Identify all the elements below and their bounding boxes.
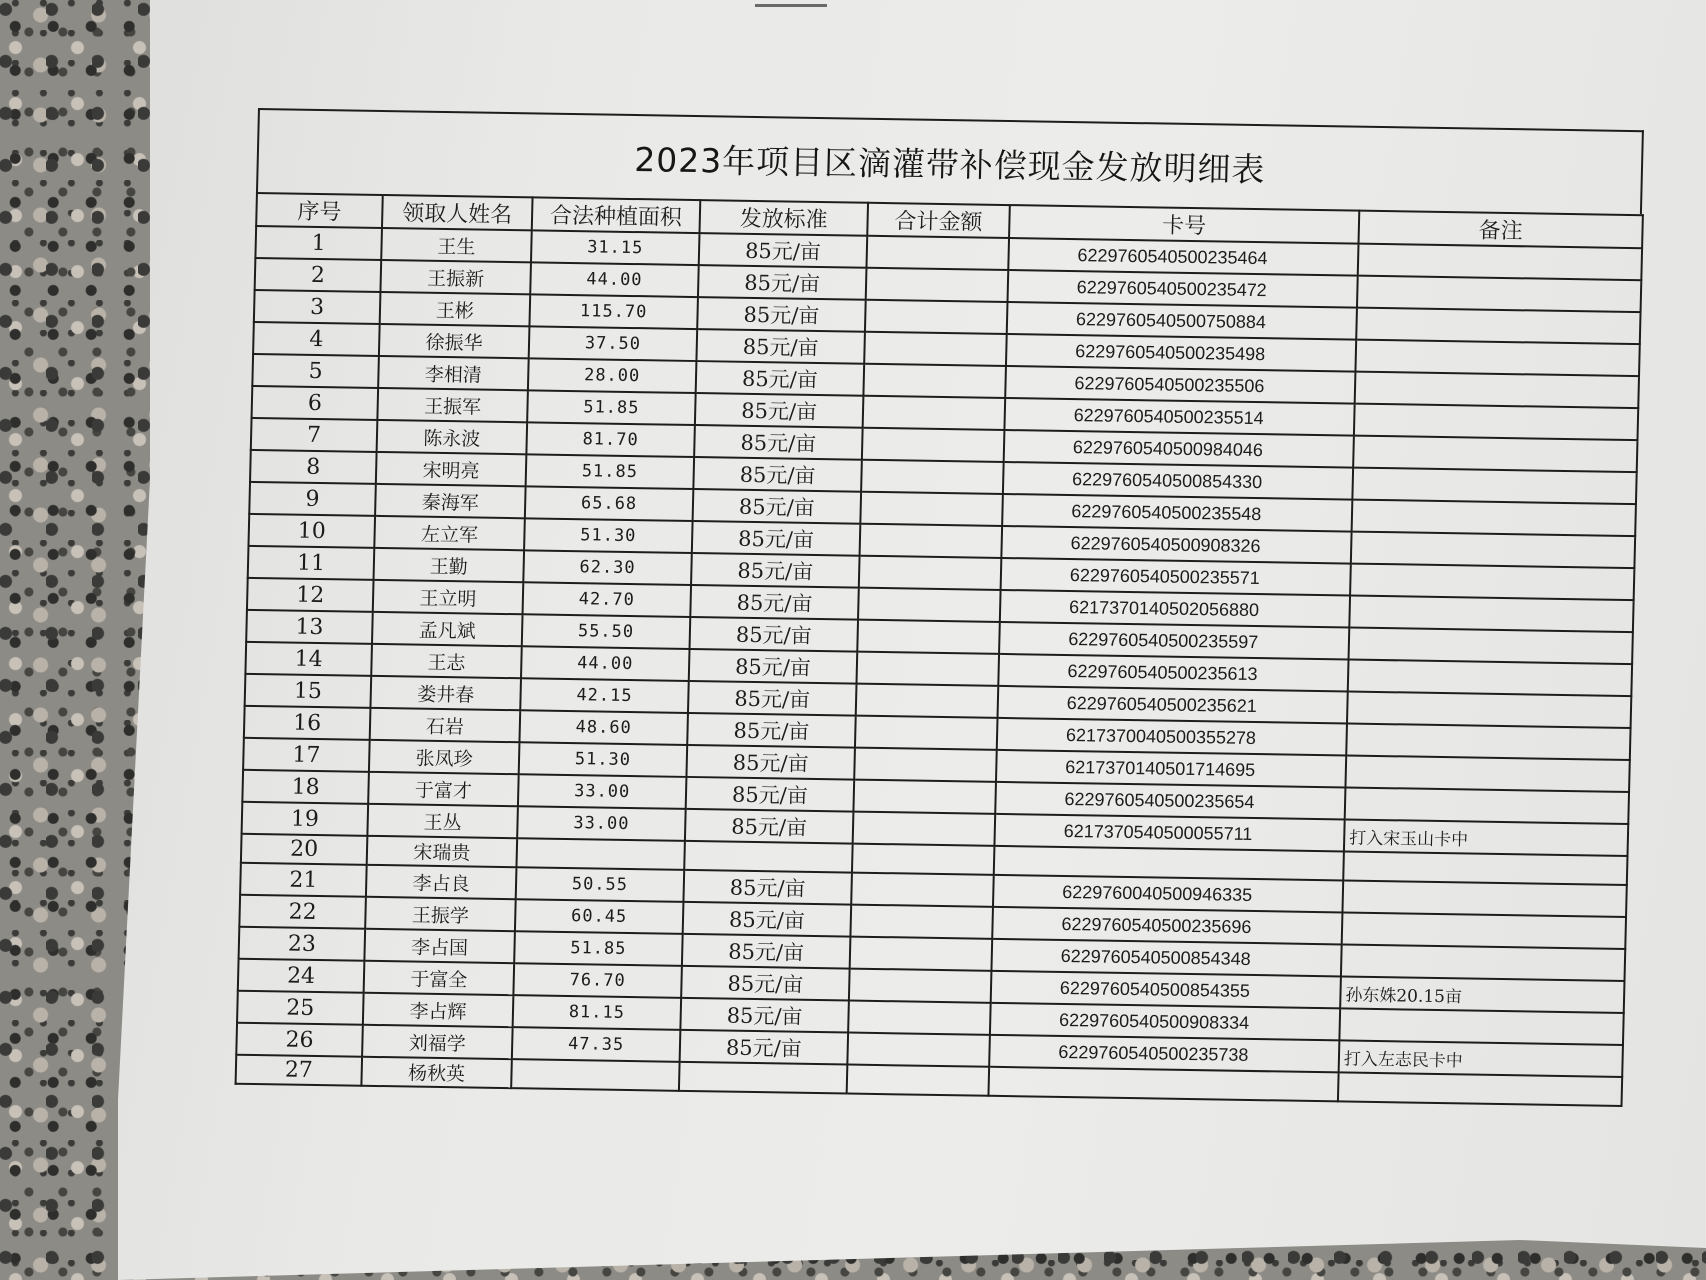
standard-cell: 85元/亩 <box>696 361 865 396</box>
standard-cell: 85元/亩 <box>691 553 860 588</box>
area-cell: 44.00 <box>530 262 699 297</box>
standard-cell: 85元/亩 <box>698 265 867 300</box>
standard-cell: 85元/亩 <box>681 966 850 1001</box>
total-cell <box>866 268 1009 302</box>
column-header-seq: 序号 <box>256 193 383 228</box>
area-cell: 81.15 <box>513 995 682 1030</box>
area-cell: 76.70 <box>513 963 682 998</box>
column-header-standard: 发放标准 <box>700 200 869 236</box>
total-cell <box>847 1033 990 1067</box>
standard-cell: 85元/亩 <box>682 934 851 969</box>
standard-cell: 85元/亩 <box>689 649 858 684</box>
seq-cell: 20 <box>241 834 368 865</box>
card-number-cell: 6229760540500750884 <box>1007 302 1357 340</box>
note-cell <box>1352 468 1636 505</box>
name-cell: 娄井春 <box>370 676 521 710</box>
table-body <box>236 226 1643 1106</box>
note-cell: 打入左志民卡中 <box>1339 1040 1623 1077</box>
total-cell <box>848 1001 991 1035</box>
area-cell: 50.55 <box>516 867 685 902</box>
note-cell <box>1347 692 1631 729</box>
total-cell <box>863 364 1006 398</box>
name-cell: 刘福学 <box>362 1025 513 1059</box>
name-cell: 徐振华 <box>379 324 530 358</box>
standard-cell: 85元/亩 <box>696 329 865 364</box>
card-number-cell: 6217370540500055711 <box>994 814 1344 852</box>
standard-cell <box>679 1062 847 1094</box>
name-cell: 王振军 <box>377 388 528 422</box>
name-cell: 王丛 <box>367 804 518 838</box>
seq-cell: 21 <box>240 863 367 897</box>
total-cell <box>864 332 1007 366</box>
area-cell: 44.00 <box>521 646 690 681</box>
total-cell <box>866 236 1009 270</box>
note-cell <box>1346 724 1630 761</box>
standard-cell: 85元/亩 <box>690 617 859 652</box>
note-cell <box>1355 340 1639 377</box>
seq-cell: 15 <box>245 674 372 708</box>
card-number-cell: 6229760540500235472 <box>1007 270 1357 308</box>
standard-cell: 85元/亩 <box>686 777 855 812</box>
seq-cell: 14 <box>245 642 372 676</box>
area-cell <box>511 1059 679 1091</box>
seq-cell: 1 <box>255 226 382 260</box>
standard-cell: 85元/亩 <box>688 681 857 716</box>
area-cell: 60.45 <box>515 899 684 934</box>
name-cell: 于富才 <box>368 772 519 806</box>
card-number-cell: 6229760540500235597 <box>999 622 1349 660</box>
note-cell <box>1342 912 1626 949</box>
note-cell <box>1358 244 1642 281</box>
seq-cell: 26 <box>236 1023 363 1057</box>
note-cell <box>1345 755 1629 792</box>
name-cell: 杨秋英 <box>361 1057 511 1088</box>
seq-cell: 7 <box>251 418 378 452</box>
total-cell <box>861 460 1004 494</box>
card-number-cell: 6229760540500984046 <box>1004 430 1354 468</box>
note-cell <box>1355 372 1639 409</box>
card-number-cell: 6229760540500235571 <box>1001 558 1351 596</box>
name-cell: 李占辉 <box>363 993 514 1027</box>
seq-cell: 11 <box>248 546 375 580</box>
standard-cell: 85元/亩 <box>692 521 861 556</box>
name-cell: 孟凡斌 <box>372 612 523 646</box>
name-cell: 李占良 <box>366 865 517 899</box>
note-cell <box>1353 436 1637 473</box>
total-cell <box>853 780 996 814</box>
total-cell <box>865 300 1008 334</box>
card-number-cell <box>988 1067 1338 1102</box>
area-cell: 62.30 <box>523 550 692 585</box>
note-cell <box>1357 276 1641 313</box>
name-cell: 李占国 <box>364 929 515 963</box>
column-header-area: 合法种植面积 <box>532 197 701 233</box>
total-cell <box>860 492 1003 526</box>
seq-cell: 18 <box>242 770 369 804</box>
document-title: 2023年项目区滴灌带补偿现金发放明细表 <box>633 139 1266 189</box>
total-cell <box>860 524 1003 558</box>
area-cell: 33.00 <box>517 806 686 841</box>
seq-cell: 12 <box>247 578 374 612</box>
area-cell: 42.70 <box>523 582 692 617</box>
seq-cell: 5 <box>252 354 379 388</box>
name-cell: 宋瑞贵 <box>367 836 517 867</box>
area-cell: 48.60 <box>519 710 688 745</box>
seq-cell: 22 <box>239 895 366 929</box>
name-cell: 石岩 <box>370 708 521 742</box>
standard-cell <box>684 841 852 873</box>
standard-cell: 85元/亩 <box>694 425 863 460</box>
name-cell: 王勤 <box>374 548 525 582</box>
column-header-note: 备注 <box>1359 211 1643 249</box>
area-cell: 65.68 <box>525 486 694 521</box>
area-cell: 51.30 <box>524 518 693 553</box>
note-cell <box>1341 944 1625 981</box>
name-cell: 李相清 <box>378 356 529 390</box>
total-cell <box>854 748 997 782</box>
seq-cell: 6 <box>252 386 379 420</box>
note-cell: 打入宋玉山卡中 <box>1344 819 1628 856</box>
seq-cell: 8 <box>250 450 377 484</box>
area-cell: 81.70 <box>526 422 695 457</box>
card-number-cell: 6229760540500854348 <box>991 939 1341 977</box>
card-number-cell: 6229760540500235464 <box>1008 238 1358 276</box>
standard-cell: 85元/亩 <box>683 870 852 905</box>
seq-cell: 24 <box>238 959 365 993</box>
area-cell: 33.00 <box>518 774 687 809</box>
total-cell <box>859 556 1002 590</box>
area-cell: 31.15 <box>531 230 700 265</box>
standard-cell: 85元/亩 <box>680 998 849 1033</box>
total-cell <box>858 588 1001 622</box>
name-cell: 宋明亮 <box>376 452 527 486</box>
card-number-cell: 6229760040500946335 <box>993 875 1343 913</box>
total-cell <box>855 716 998 750</box>
standard-cell: 85元/亩 <box>683 902 852 937</box>
card-number-cell: 6229760540500908334 <box>990 1003 1340 1041</box>
name-cell: 陈永波 <box>377 420 528 454</box>
note-cell <box>1338 1072 1622 1106</box>
card-number-cell: 6229760540500235696 <box>992 907 1342 945</box>
name-cell: 王振新 <box>380 260 531 294</box>
column-header-total: 合计金额 <box>867 203 1010 238</box>
seq-cell: 3 <box>254 290 381 324</box>
standard-cell: 85元/亩 <box>699 233 868 268</box>
seq-cell: 9 <box>249 482 376 516</box>
seq-cell: 2 <box>255 258 382 292</box>
standard-cell: 85元/亩 <box>693 489 862 524</box>
total-cell <box>856 652 999 686</box>
card-number-cell: 6229760540500235613 <box>998 654 1348 692</box>
note-cell <box>1351 532 1635 569</box>
total-cell <box>856 684 999 718</box>
total-cell <box>852 844 994 875</box>
note-cell <box>1349 628 1633 665</box>
standard-cell: 85元/亩 <box>695 393 864 428</box>
card-number-cell: 6229760540500235498 <box>1006 334 1356 372</box>
total-cell <box>863 396 1006 430</box>
seq-cell: 17 <box>243 738 370 772</box>
seq-cell: 16 <box>244 706 371 740</box>
standard-cell: 85元/亩 <box>685 809 854 844</box>
note-cell <box>1343 851 1627 885</box>
standard-cell: 85元/亩 <box>697 297 866 332</box>
card-number-cell: 6229760540500235506 <box>1005 366 1355 404</box>
seq-cell: 19 <box>242 802 369 836</box>
seq-cell: 4 <box>253 322 380 356</box>
total-cell <box>851 873 994 907</box>
name-cell: 张凤珍 <box>369 740 520 774</box>
total-cell <box>850 905 993 939</box>
note-cell: 孙东姝20.15亩 <box>1340 976 1624 1013</box>
payment-table <box>235 192 1644 1107</box>
card-number-cell: 6229760540500235548 <box>1002 494 1352 532</box>
card-number-cell: 6229760540500235621 <box>998 686 1348 724</box>
document-table-wrapper <box>235 108 1644 1107</box>
name-cell: 王生 <box>381 228 532 262</box>
note-cell <box>1352 500 1636 537</box>
total-cell <box>862 428 1005 462</box>
note-cell <box>1349 596 1633 633</box>
card-number-cell: 6217370040500355278 <box>997 718 1347 756</box>
standard-cell: 85元/亩 <box>693 457 862 492</box>
note-cell <box>1339 1008 1623 1045</box>
area-cell: 42.15 <box>520 678 689 713</box>
note-cell <box>1342 880 1626 917</box>
card-number-cell: 6217370140502056880 <box>1000 590 1350 628</box>
paper-edge-mark <box>755 4 827 7</box>
standard-cell: 85元/亩 <box>680 1030 849 1065</box>
area-cell <box>516 838 684 870</box>
card-number-cell: 6229760540500235654 <box>995 782 1345 820</box>
card-number-cell: 6229760540500235514 <box>1004 398 1354 436</box>
area-cell: 115.70 <box>529 294 698 329</box>
name-cell: 左立军 <box>374 516 525 550</box>
name-cell: 王振学 <box>365 897 516 931</box>
note-cell <box>1345 787 1629 824</box>
area-cell: 28.00 <box>528 358 697 393</box>
name-cell: 王彬 <box>380 292 531 326</box>
column-header-name: 领取人姓名 <box>382 195 533 230</box>
seq-cell: 13 <box>246 610 373 644</box>
card-number-cell: 6229760540500235738 <box>989 1035 1339 1073</box>
note-cell <box>1350 564 1634 601</box>
note-cell <box>1354 404 1638 441</box>
name-cell: 王志 <box>371 644 522 678</box>
standard-cell: 85元/亩 <box>686 745 855 780</box>
card-number-cell: 6229760540500908326 <box>1001 526 1351 564</box>
total-cell <box>849 969 992 1003</box>
card-number-cell: 6217370140501714695 <box>996 750 1346 788</box>
area-cell: 51.85 <box>527 390 696 425</box>
total-cell <box>847 1065 989 1096</box>
column-header-card: 卡号 <box>1009 205 1359 244</box>
name-cell: 王立明 <box>373 580 524 614</box>
card-number-cell: 6229760540500854355 <box>991 971 1341 1009</box>
seq-cell: 27 <box>236 1055 363 1086</box>
total-cell <box>857 620 1000 654</box>
area-cell: 51.85 <box>514 931 683 966</box>
area-cell: 47.35 <box>512 1027 681 1062</box>
note-cell <box>1348 660 1632 697</box>
card-number-cell: 6229760540500854330 <box>1003 462 1353 500</box>
total-cell <box>853 812 996 846</box>
note-cell <box>1356 308 1640 345</box>
area-cell: 37.50 <box>529 326 698 361</box>
seq-cell: 10 <box>248 514 375 548</box>
area-cell: 51.30 <box>519 742 688 777</box>
total-cell <box>850 937 993 971</box>
name-cell: 秦海军 <box>375 484 526 518</box>
seq-cell: 25 <box>237 991 364 1025</box>
standard-cell: 85元/亩 <box>687 713 856 748</box>
seq-cell: 23 <box>239 927 366 961</box>
area-cell: 51.85 <box>526 454 695 489</box>
standard-cell: 85元/亩 <box>690 585 859 620</box>
name-cell: 于富全 <box>364 961 515 995</box>
area-cell: 55.50 <box>522 614 691 649</box>
